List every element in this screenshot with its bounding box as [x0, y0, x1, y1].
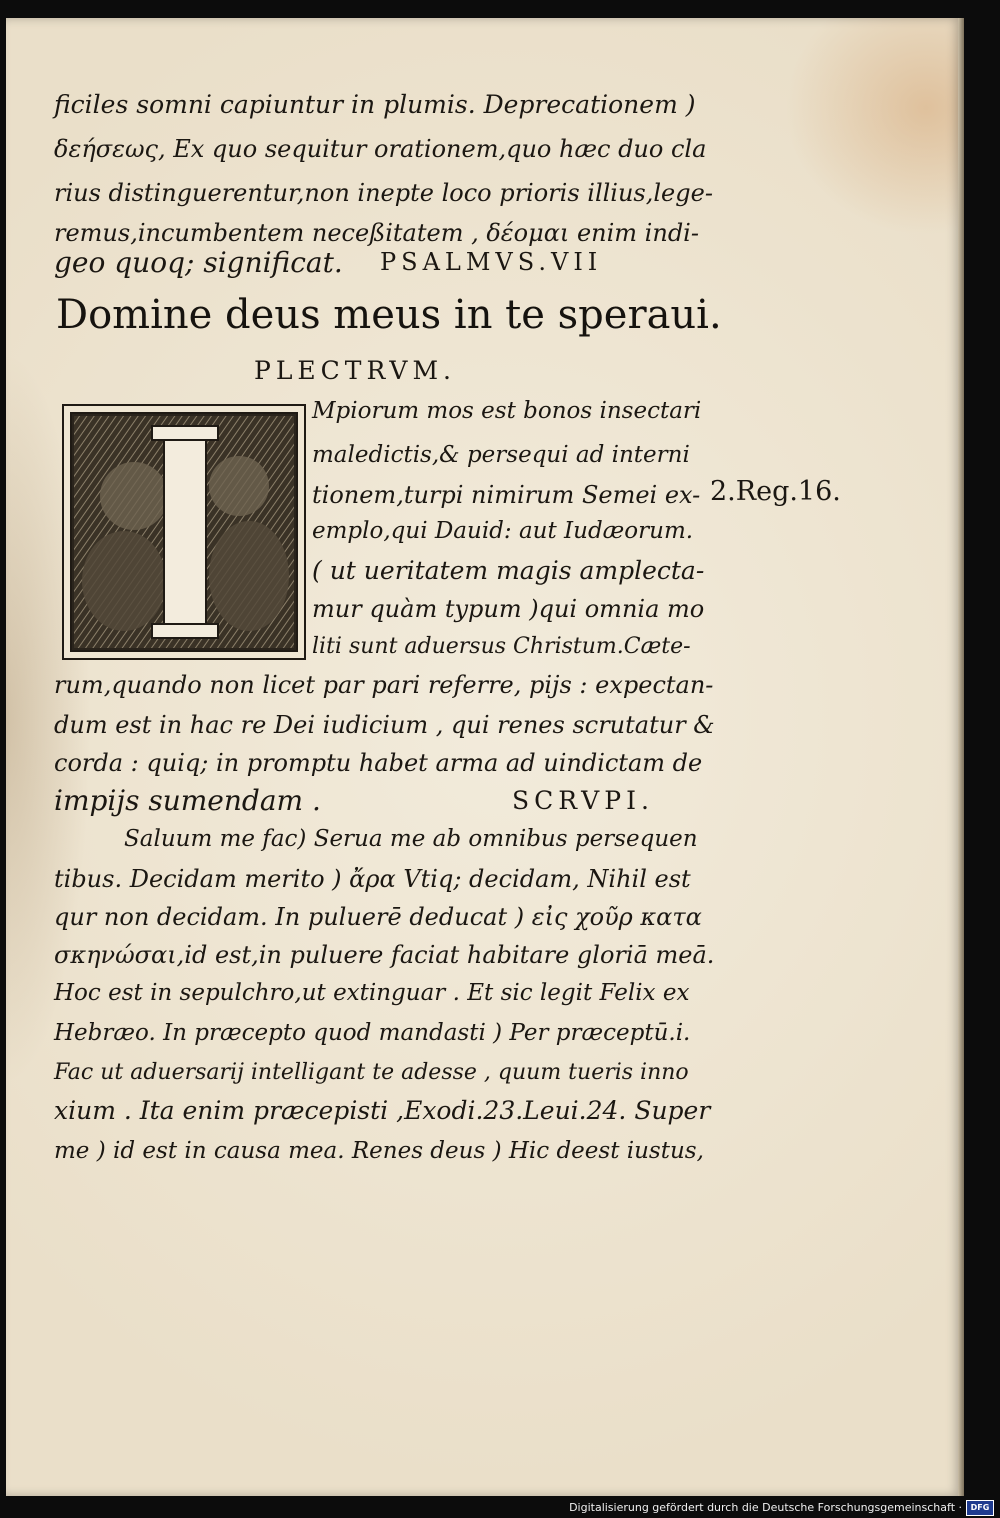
text-line-after-3: corda : quiq; in promptu habet arma ad uindictam de	[54, 749, 703, 777]
text-line-3: rius distinguerentur,non inepte loco prioris illius,lege-	[54, 179, 713, 207]
decorated-initial	[62, 404, 306, 660]
drop-line-5: ( ut ueritatem magis amplecta-	[312, 556, 705, 585]
dfg-logo-icon: DFG	[966, 1500, 994, 1516]
drop-line-4: emplo,qui Dauid: aut Iudæorum.	[312, 518, 694, 544]
woodcut-initial-icon	[64, 406, 304, 658]
text-line-5: geo quoq; significat.	[54, 246, 343, 279]
commentary-line-7: Fac ut aduersarij intelligant te adesse , quum tueris inno	[54, 1060, 689, 1085]
scrupi-heading: SCRVPI.	[512, 786, 654, 815]
commentary-line-4: σκηνώσαι,id est,in puluere faciat habitare gloriā meā.	[54, 941, 715, 969]
drop-line-3: tionem,turpi nimirum Semei ex-	[312, 481, 701, 509]
text-line-2: δεήσεως, Ex quo sequitur orationem,quo hæc duo cla	[54, 135, 707, 163]
text-line-1: ficiles somni capiuntur in plumis. Deprecationem )	[54, 90, 696, 119]
drop-line-2: maledictis,& persequi ad interni	[312, 442, 690, 468]
text-line-after-4: impijs sumendam .	[54, 784, 321, 817]
footer-credit: Digitalisierung gefördert durch die Deutsche Forschungsgemeinschaft ·	[569, 1501, 962, 1514]
commentary-line-3: qur non decidam. In puluerē deducat ) εἰς χοῦρ κατα	[54, 903, 702, 931]
plectrum-heading: PLECTRVM.	[254, 356, 457, 385]
margin-note: 2.Reg.16.	[710, 476, 841, 507]
drop-line-1: Mpiorum mos est bonos insectari	[312, 398, 702, 424]
dropcap-letter	[64, 406, 65, 407]
text-line-after-2: dum est in hac re Dei iudicium , qui renes scrutatur &	[54, 711, 715, 739]
commentary-line-1: Saluum me fac) Serua me ab omnibus persequen	[124, 826, 698, 852]
drop-line-6: mur quàm typum )qui omnia mo	[312, 595, 705, 623]
commentary-line-9: me ) id est in causa mea. Renes deus ) Hic deest iustus,	[54, 1138, 704, 1164]
text-line-4: remus,incumbentem neceßitatem , δέομαι enim indi-	[54, 219, 699, 247]
psalm-heading: Domine deus meus in te speraui.	[56, 292, 722, 338]
page-edge	[958, 18, 964, 1496]
commentary-line-6: Hebræo. In præcepto quod mandasti ) Per præceptū.i.	[54, 1020, 691, 1046]
commentary-line-8: xium . Ita enim præcepisti ,Exodi.23.Leui.24. Super	[54, 1096, 711, 1125]
psalm-number: PSALMVS.VII	[380, 248, 603, 276]
text-line-after-1: rum,quando non licet par pari referre, pijs : expectan-	[54, 671, 714, 699]
commentary-line-5: Hoc est in sepulchro,ut extinguar . Et sic legit Felix ex	[54, 980, 690, 1006]
drop-line-7: liti sunt aduersus Christum.Cæte-	[312, 634, 691, 659]
commentary-line-2: tibus. Decidam merito ) ἄρα Vtiq; decidam, Nihil est	[54, 865, 691, 893]
